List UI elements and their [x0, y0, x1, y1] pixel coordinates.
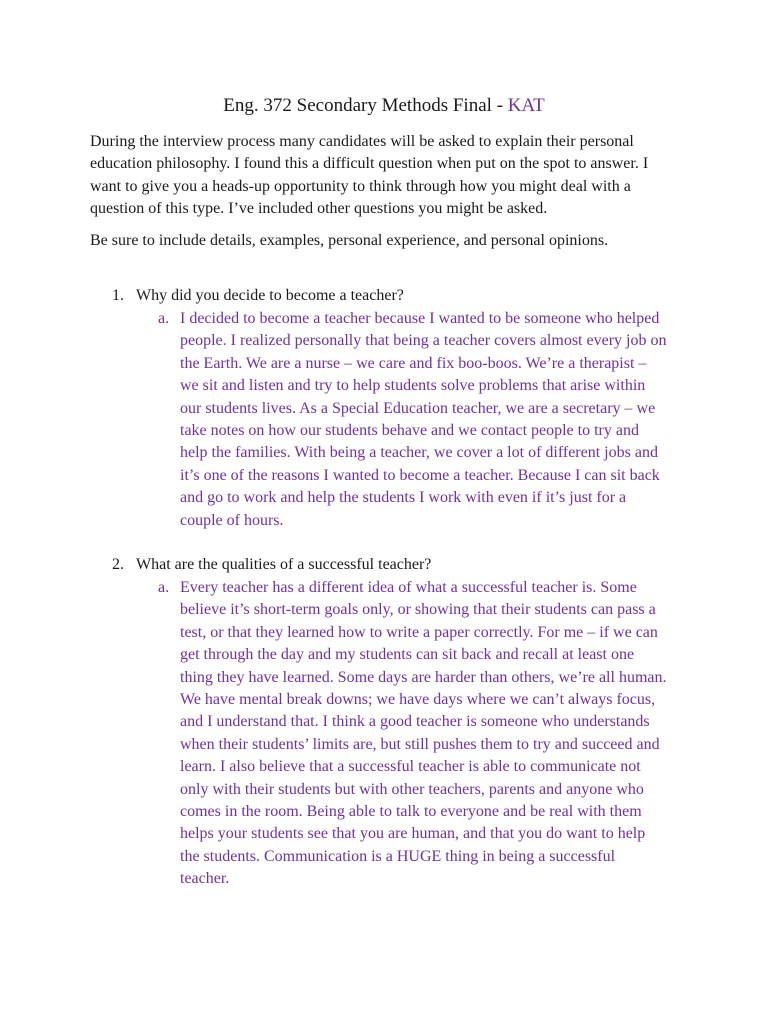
author-initials: KAT: [507, 95, 545, 116]
answer-item: [158, 308, 688, 532]
answer-text: Every teacher has a different idea of what a successful teacher is. Some believe it’s short-term goals only, or showing that their students can pass a test, or that they learned how to write a paper correctly. For me – if we can get through the day and my students can sit back and recall at least one thing they have learned. Some days are harder than others, we’re all human. We have mental break downs; we have days where we can’t always focus, and I understand that. I think a good teacher is someone who understands when their students’ limits are, but still pushes them to try and succeed and learn. I also believe that a successful teacher is able to communicate not only with their students but with other teachers, parents and anyone who comes in the room. Being able to talk to everyone and be real with them helps your students see that you are human, and that you do want to help the students. Communication is a HUGE thing in being a successful teacher.: [180, 579, 667, 888]
answer-text: I decided to become a teacher because I wanted to be someone who helped people. I realized personally that being a teacher covers almost every job on the Earth. We are a nurse – we care and fix boo-boos. We’re a therapist – we sit and listen and try to help students solve problems that arise within our students lives. As a Special Education teacher, we are a secretary – we take notes on how our students behave and we contact people to try and help the families. With being a teacher, we cover a lot of different jobs and it’s one of the reasons I wanted to become a teacher. Because I can sit back and go to work and help the students I work with even if it’s just for a couple of hours.: [180, 310, 667, 529]
answer-letter: a.: [158, 310, 170, 327]
question-text: Why did you decide to become a teacher?: [136, 287, 404, 304]
answer-letter: a.: [158, 579, 170, 596]
answer-item: [158, 577, 688, 891]
question-number: 2.: [112, 556, 124, 573]
title-text: Eng. 372 Secondary Methods Final -: [223, 95, 508, 116]
intro-paragraph: During the interview process many candidates will be asked to explain their personal education philosophy. I found this a difficult question when put on the spot to answer. I want to give you a heads-up opportunity to think through how you might deal with a question of this type. I’ve included other questions you might be asked.: [90, 133, 649, 218]
instructions-paragraph: Be sure to include details, examples, personal experience, and personal opinions.: [90, 231, 609, 249]
question-item: [112, 554, 431, 576]
page-title: [0, 94, 768, 118]
intro-section: [90, 131, 680, 252]
question-item: [112, 285, 404, 307]
question-number: 1.: [112, 287, 124, 304]
question-text: What are the qualities of a successful teacher?: [136, 556, 432, 573]
